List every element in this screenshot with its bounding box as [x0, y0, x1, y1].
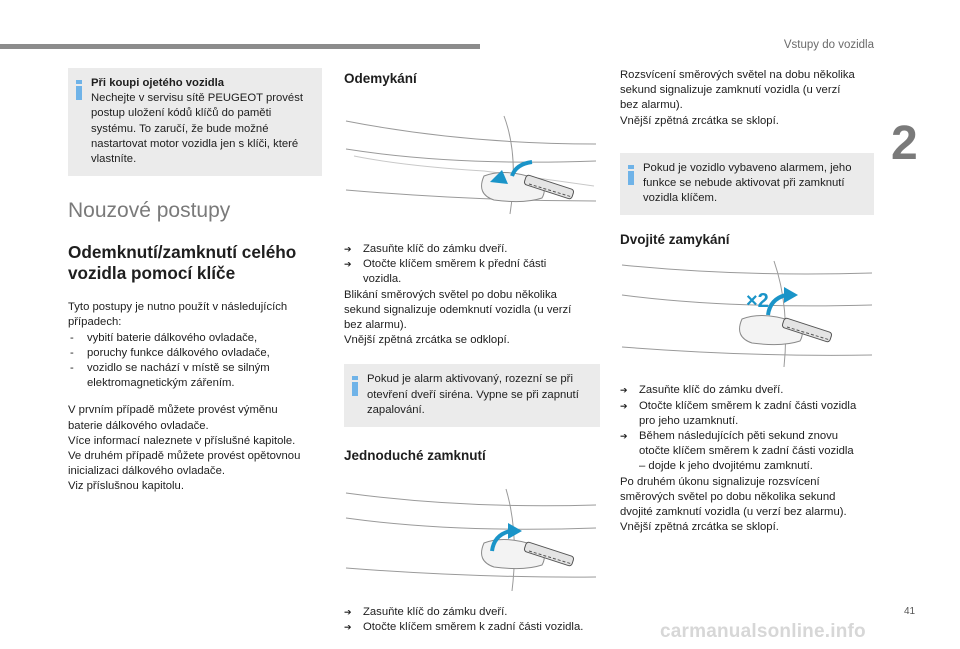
alarm-note: Pokud je alarm aktivovaný, rozezní se při otevření dveří siréna. Vypne se při zapnutí zapalování. [344, 364, 600, 427]
body-text: V prvním případě můžete provést výměnu baterie dálkového ovladače. Více informací naleznete v příslušné kapitole. Ve druhém případě můžete provést opětovnou inicializaci dálkového ovladače. Viz příslušnou kapitolu. [68, 404, 301, 493]
unlock-steps [344, 242, 600, 288]
intro-text: Tyto postupy je nutno použít v následujících případech: [68, 301, 288, 329]
list-item: ➔ Otočte klíčem směrem k zadní části vozidla. [344, 620, 600, 635]
list-item: ➔ Zasuňte klíč do zámku dveří. [344, 242, 600, 257]
column-right [620, 68, 874, 535]
info-icon [74, 80, 84, 100]
lock-steps [344, 605, 600, 635]
note-text: Nechejte v servisu sítě PEUGEOT provést postup uložení kódů klíčů do paměti systému. To zaručí, že bude možné nastartovat motor vozidla jen s klíči, které vlastníte. [91, 92, 303, 166]
subsection-title: Odemknutí/zamknutí celého vozidla pomocí klíče [68, 242, 297, 284]
list-item: ➔ Zasuňte klíč do zámku dveří. [620, 383, 874, 398]
lock-signal-text: Rozsvícení směrových světel na dobu několika sekund signalizuje zamknutí vozidla (u verzí bez alarmu). Vnější zpětná zrcátka se sklopí. [620, 69, 855, 127]
column-left [68, 68, 322, 495]
double-badge: ×2 [746, 290, 769, 313]
list-item: ➔ Otočte klíčem směrem k přední části vozidla. [344, 257, 600, 287]
list-item: - vozidlo se nachází v místě se silným elektromagnetickým zářením. [68, 361, 322, 391]
page-number: 41 [904, 606, 916, 617]
section-title: Nouzové postupy [68, 199, 231, 223]
lock-title: Jednoduché zamknutí [344, 448, 486, 464]
double-lock-steps [620, 383, 874, 474]
note-title: Při koupi ojetého vozidla [91, 77, 225, 89]
list-item: - vybití baterie dálkového ovladače, [68, 331, 322, 346]
chapter-title: Vstupy do vozidla [783, 39, 874, 51]
case-list [68, 331, 322, 392]
list-item: ➔ Během následujících pěti sekund znovu otočte klíčem směrem k zadní části vozidla – dojde k jeho dvojitému zamknutí. [620, 429, 874, 475]
list-item: - poruchy funkce dálkového ovladače, [68, 346, 322, 361]
double-lock-illustration [620, 257, 874, 369]
info-icon [350, 376, 360, 396]
used-car-note [68, 68, 322, 176]
unlock-title: Odemykání [344, 71, 417, 86]
list-item: ➔ Otočte klíčem směrem k zadní části vozidla pro jeho uzamknutí. [620, 399, 874, 429]
watermark: carmanualsonline.info [660, 621, 866, 642]
column-middle [344, 68, 600, 635]
header-rule [0, 44, 480, 49]
lock-illustration [344, 473, 600, 593]
unlock-text: Blikání směrových světel po dobu několika sekund signalizuje odemknutí vozidla (u verzí bez alarmu). Vnější zpětná zrcátka se odklopí. [344, 288, 572, 347]
double-lock-title: Dvojité zamykání [620, 232, 730, 248]
unlock-illustration [344, 96, 600, 216]
list-item: ➔ Zasuňte klíč do zámku dveří. [344, 605, 600, 620]
info-icon [626, 165, 636, 185]
chapter-number: 2 [891, 117, 918, 170]
alarm-lock-note: Pokud je vozidlo vybaveno alarmem, jeho funkce se nebude aktivovat při zamknutí vozidla klíčem. [620, 153, 874, 216]
double-lock-text: Po druhém úkonu signalizuje rozsvícení směrových světel po dobu několika sekund dvojité zamknutí vozidla (u verzí bez alarmu). Vnější zpětná zrcátka se sklopí. [620, 475, 847, 534]
